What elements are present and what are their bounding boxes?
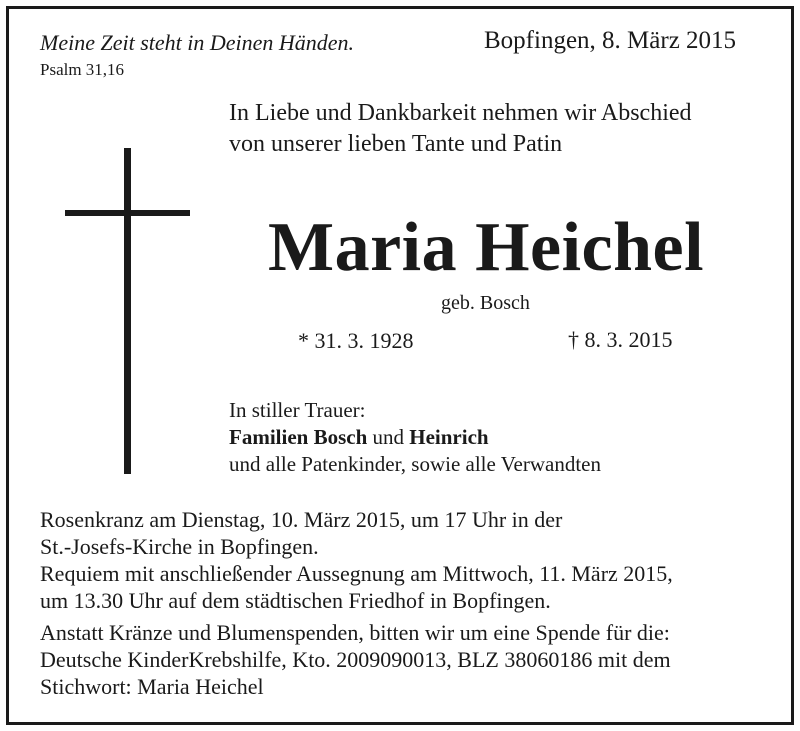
mourning-heading: In stiller Trauer: [229,398,366,422]
service-line: Requiem mit anschließender Aussegnung am Mittwoch, 11. März 2015, [40,561,673,586]
cross-icon-vertical [124,148,131,474]
motto: Meine Zeit steht in Deinen Händen. [40,30,355,55]
deceased-name: Maria Heichel [268,209,705,286]
place-date: Bopfingen, 8. März 2015 [484,27,737,54]
donation-line: Deutsche KinderKrebshilfe, Kto. 2009090013, BLZ 38060186 mit dem [40,647,671,672]
mourning-others: und alle Patenkinder, sowie alle Verwandten [229,452,601,476]
donation-notice [40,619,671,700]
conjunction: und [367,425,410,449]
family-bosch: Familien Bosch [229,425,368,449]
donation-line: Anstatt Kränze und Blumenspenden, bitten wir um eine Spende für die: [40,620,670,645]
intro-line: von unserer lieben Tante und Patin [229,131,563,157]
cross-icon-horizontal [65,210,190,216]
donation-line: Stichwort: Maria Heichel [40,674,264,699]
death-date: † 8. 3. 2015 [568,327,673,352]
service-line: St.-Josefs-Kirche in Bopfingen. [40,534,319,559]
family-heinrich: Heinrich [409,425,489,449]
birth-name: geb. Bosch [441,292,530,314]
birth-date: * 31. 3. 1928 [298,328,414,353]
service-line: Rosenkranz am Dienstag, 10. März 2015, um 17 Uhr in der [40,507,563,532]
service-line: um 13.30 Uhr auf dem städtischen Friedhof in Bopfingen. [40,588,551,613]
intro-line: In Liebe und Dankbarkeit nehmen wir Abschied [229,100,692,126]
service-details [40,506,673,614]
psalm-reference: Psalm 31,16 [40,60,125,79]
intro-text [229,98,692,160]
mourning-families [229,424,601,451]
mourners-block [229,397,601,478]
